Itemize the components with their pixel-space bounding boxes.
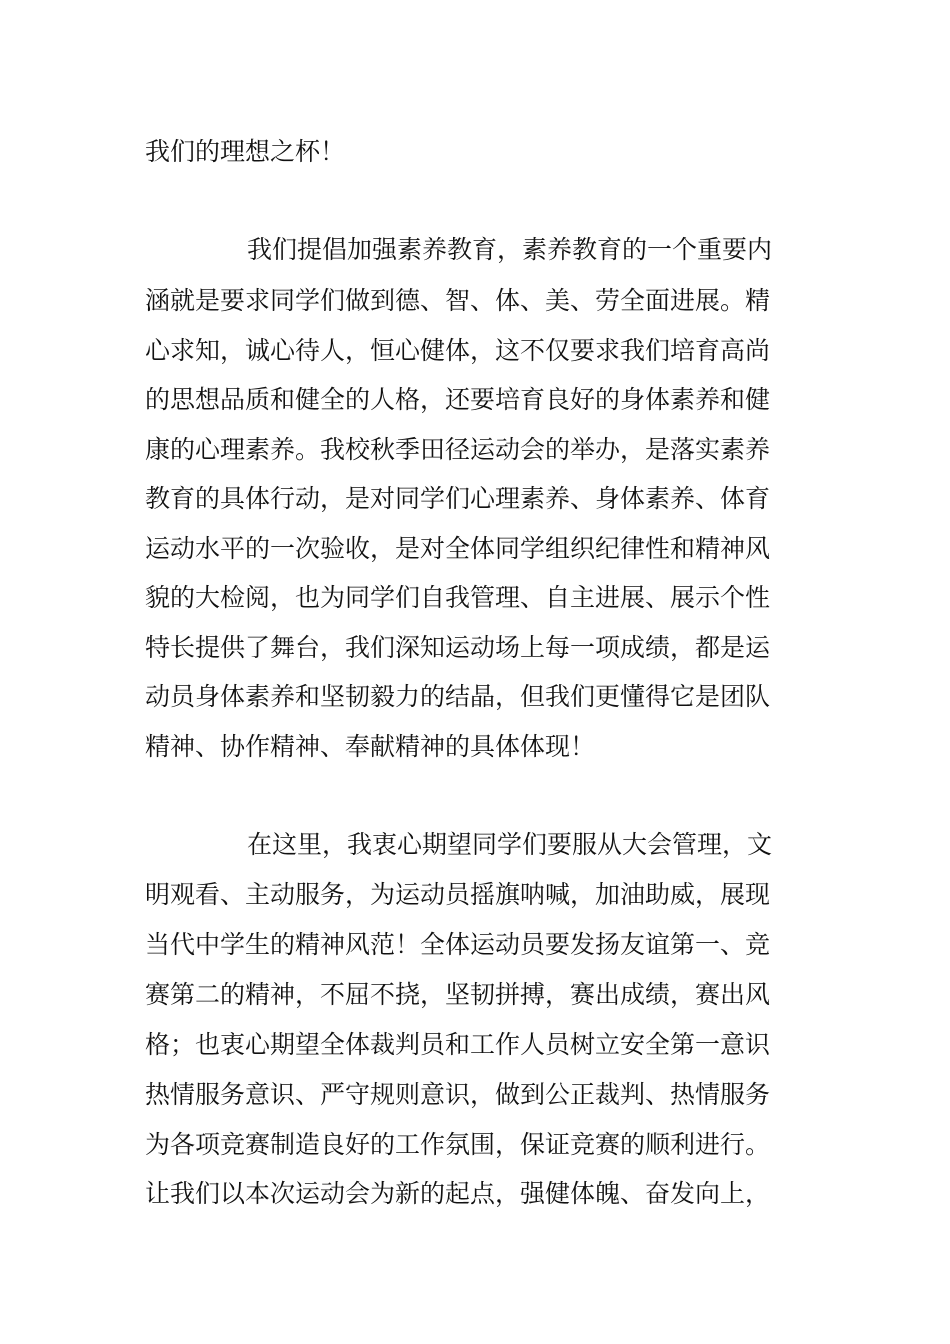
paragraph-2-line-11: 精神、协作精神、奉献精神的具体体现！: [145, 732, 596, 761]
paragraph-2-line-8: 貌的大检阅，也为同学们自我管理、自主进展、展示个性: [145, 583, 771, 612]
paragraph-2-line-6: 教育的具体行动，是对同学们心理素养、身体素养、体育: [145, 484, 771, 513]
paragraph-3-line-1: 在这里，我衷心期望同学们要服从大会管理，文: [247, 830, 773, 859]
paragraph-3-line-5: 格；也衷心期望全体裁判员和工作人员树立安全第一意识: [145, 1030, 771, 1059]
paragraph-3-line-2: 明观看、主动服务，为运动员摇旗呐喊，加油助威，展现: [145, 880, 771, 909]
paragraph-1-line-1: 我们的理想之杯！: [145, 137, 346, 166]
paragraph-3-line-6: 热情服务意识、严守规则意识，做到公正裁判、热情服务: [145, 1080, 771, 1109]
paragraph-3-line-3: 当代中学生的精神风范！全体运动员要发扬友谊第一、竞: [145, 930, 771, 959]
paragraph-2-line-7: 运动水平的一次验收，是对全体同学组织纪律性和精神风: [145, 534, 771, 563]
paragraph-2-line-1: 我们提倡加强素养教育，素养教育的一个重要内: [247, 235, 773, 264]
paragraph-3-line-8: 让我们以本次运动会为新的起点，强健体魄、奋发向上，: [145, 1179, 771, 1208]
paragraph-3-line-4: 赛第二的精神，不屈不挠，坚韧拼搏，赛出成绩，赛出风: [145, 980, 771, 1009]
paragraph-2-line-10: 动员身体素养和坚韧毅力的结晶，但我们更懂得它是团队: [145, 682, 771, 711]
paragraph-2-line-2: 涵就是要求同学们做到德、智、体、美、劳全面进展。精: [145, 286, 771, 315]
paragraph-2-line-3: 心求知，诚心待人，恒心健体，这不仅要求我们培育高尚: [145, 336, 771, 365]
paragraph-2-line-4: 的思想品质和健全的人格，还要培育良好的身体素养和健: [145, 385, 771, 414]
paragraph-2-line-9: 特长提供了舞台，我们深知运动场上每一项成绩，都是运: [145, 633, 771, 662]
paragraph-2-line-5: 康的心理素养。我校秋季田径运动会的举办，是落实素养: [145, 435, 771, 464]
paragraph-3-line-7: 为各项竞赛制造良好的工作氛围，保证竞赛的顺利进行。: [145, 1130, 771, 1159]
